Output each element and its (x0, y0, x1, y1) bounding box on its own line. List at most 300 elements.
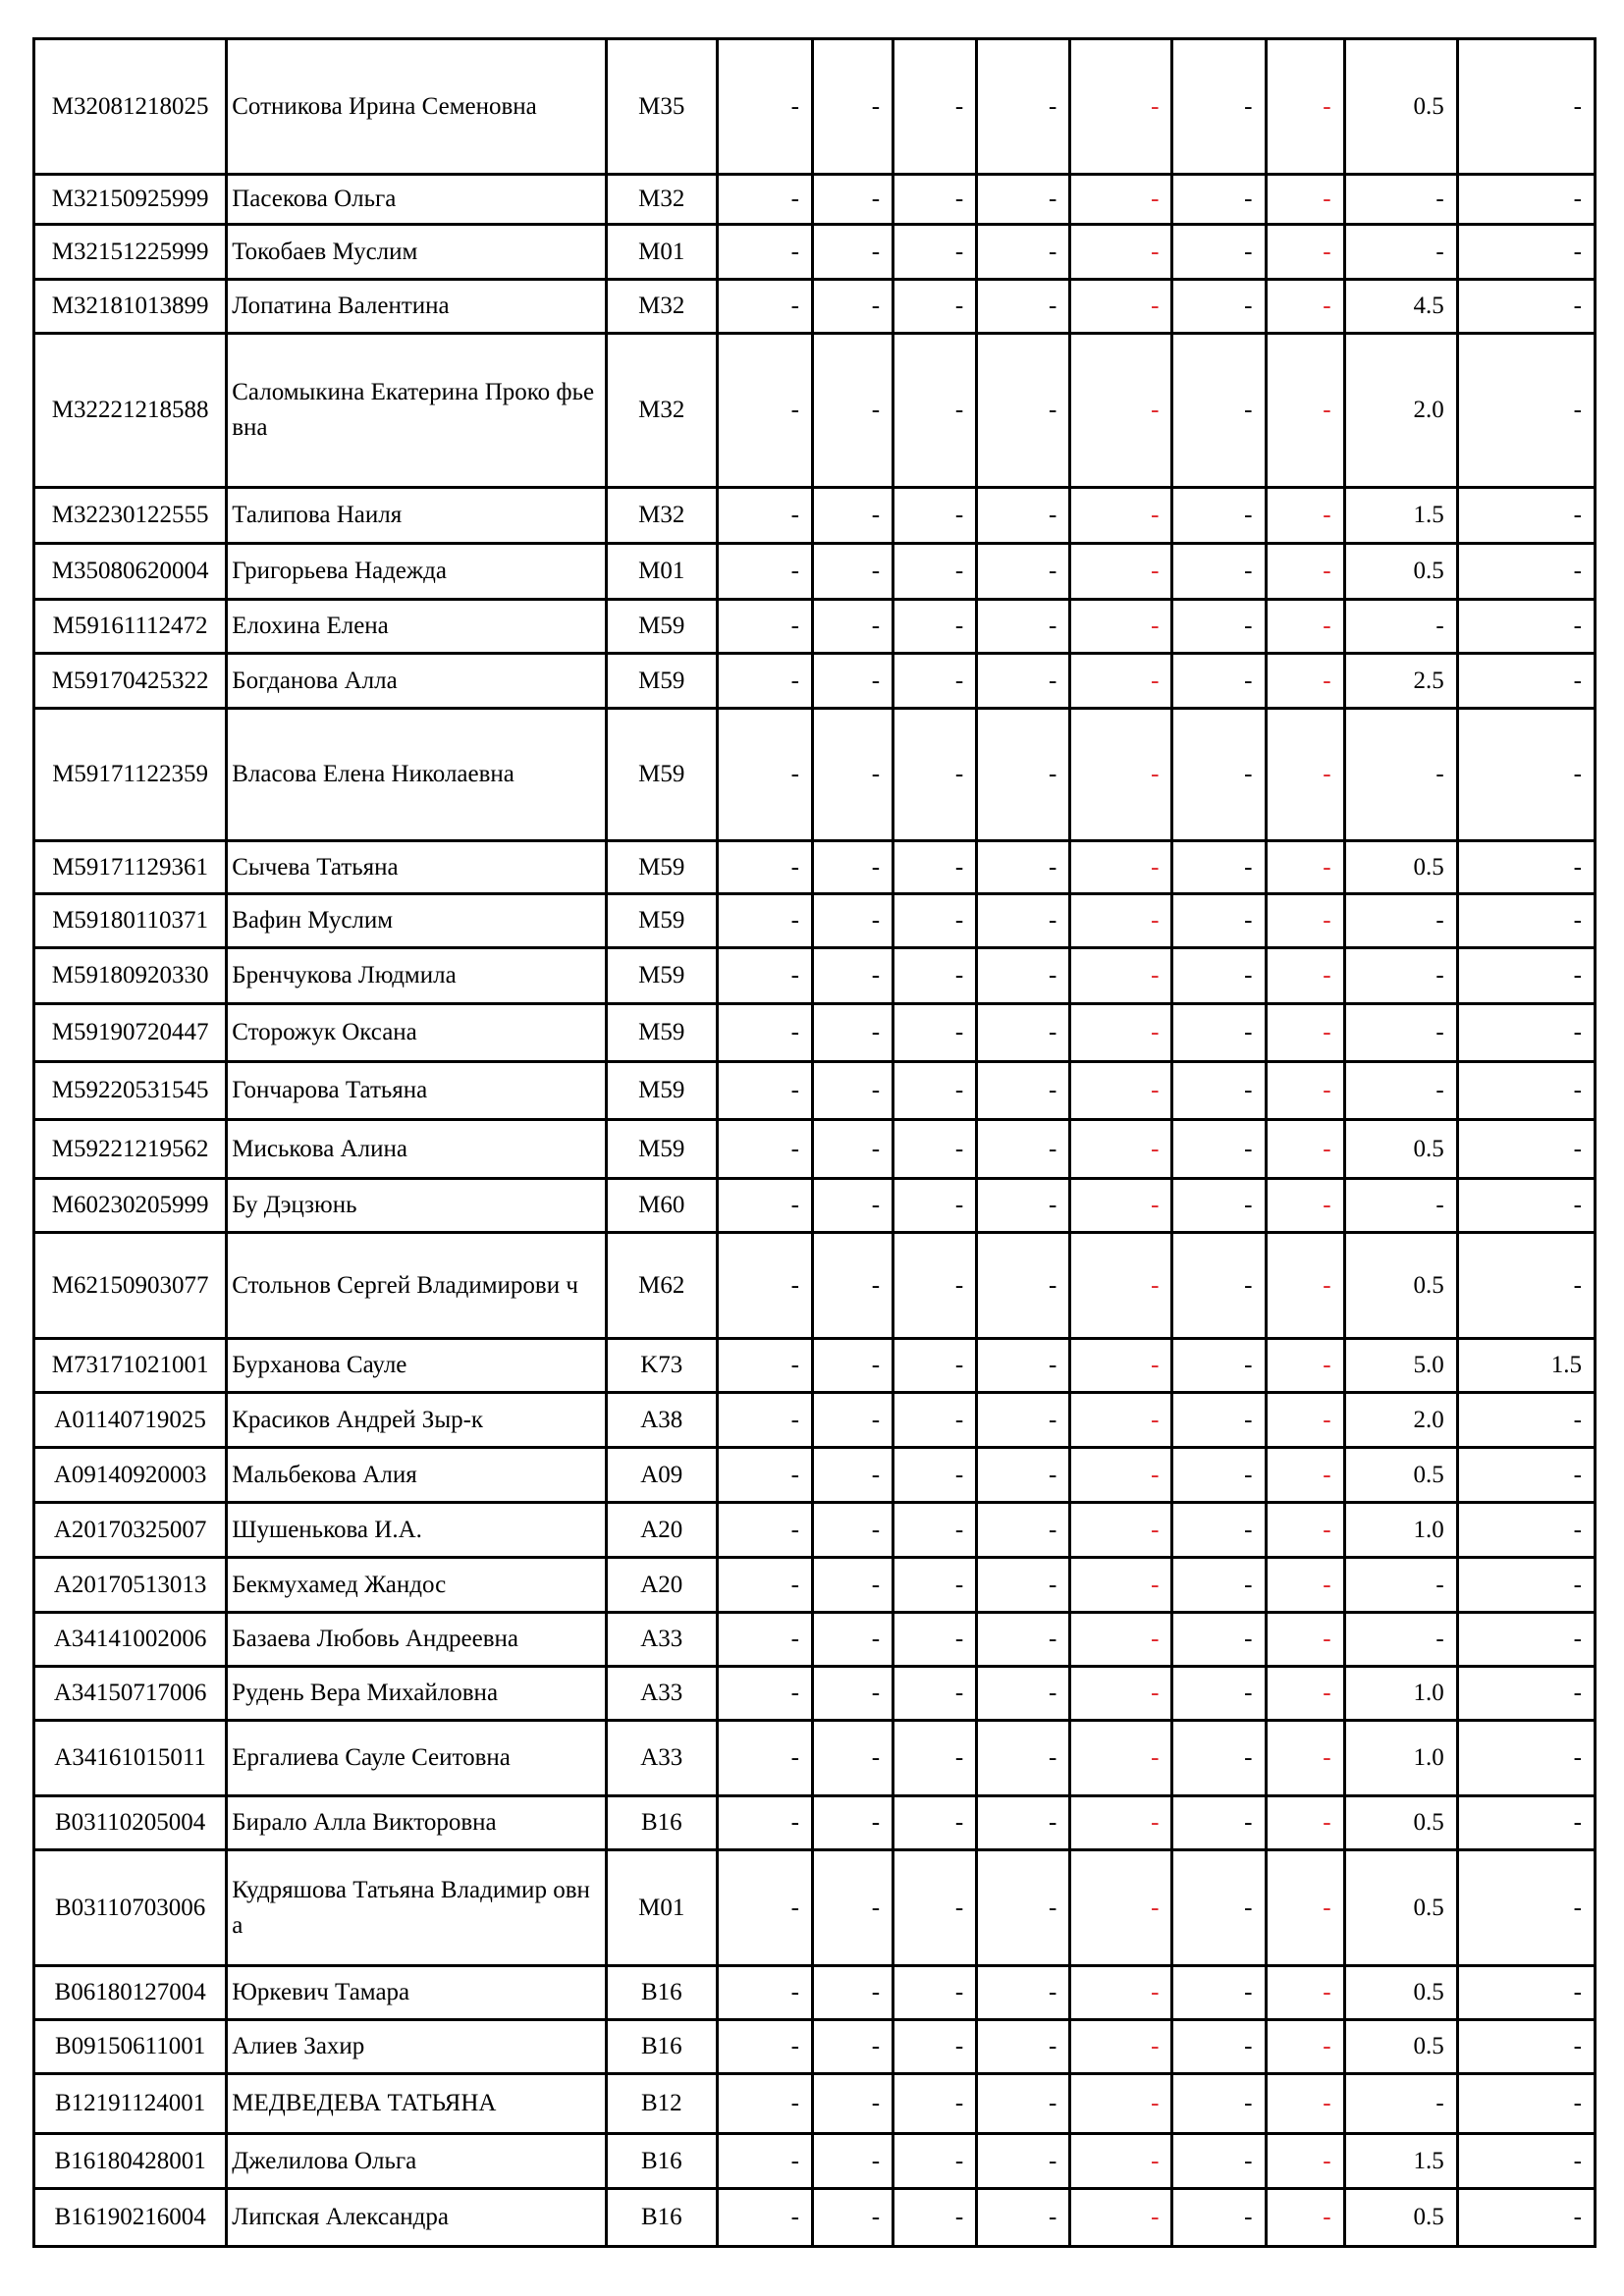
cell-group: A33 (606, 1667, 717, 1721)
cell-value-8: - (1344, 175, 1457, 225)
cell-code: M59220531545 (34, 1062, 227, 1120)
cell-value-4: - (977, 1448, 1070, 1503)
table-row (34, 1558, 1596, 1613)
cell-value-9: - (1457, 600, 1595, 654)
cell-code: M32151225999 (34, 225, 227, 280)
cell-value-2: - (812, 1796, 893, 1850)
cell-group: A33 (606, 1721, 717, 1796)
cell-value-9: 1.5 (1457, 1339, 1595, 1393)
cell-value-1: - (717, 1004, 812, 1062)
cell-value-2: - (812, 1613, 893, 1667)
cell-value-8: 0.5 (1344, 841, 1457, 894)
cell-value-3: - (893, 1004, 977, 1062)
cell-value-1: - (717, 1120, 812, 1179)
cell-value-9: - (1457, 1062, 1595, 1120)
cell-code: M59171122359 (34, 709, 227, 841)
cell-value-6: - (1172, 1448, 1266, 1503)
cell-value-7: - (1266, 1233, 1344, 1339)
cell-value-1: - (717, 544, 812, 600)
cell-value-7: - (1266, 1120, 1344, 1179)
cell-value-7: - (1266, 1448, 1344, 1503)
table-row (34, 1120, 1596, 1179)
cell-value-1: - (717, 1796, 812, 1850)
cell-group: K73 (606, 1339, 717, 1393)
cell-value-7: - (1266, 709, 1344, 841)
cell-value-6: - (1172, 1667, 1266, 1721)
cell-value-6: - (1172, 175, 1266, 225)
cell-value-5: - (1070, 2020, 1172, 2074)
cell-value-7: - (1266, 1721, 1344, 1796)
cell-value-5: - (1070, 1796, 1172, 1850)
cell-value-7: - (1266, 1062, 1344, 1120)
cell-value-2: - (812, 2189, 893, 2247)
cell-value-9: - (1457, 654, 1595, 709)
cell-code: B03110205004 (34, 1796, 227, 1850)
cell-code: M60230205999 (34, 1179, 227, 1233)
cell-value-6: - (1172, 1966, 1266, 2020)
cell-name: Елохина Елена (227, 600, 606, 654)
table-row (34, 1966, 1596, 2020)
cell-value-8: 0.5 (1344, 39, 1457, 175)
cell-value-9: - (1457, 1721, 1595, 1796)
cell-group: B12 (606, 2074, 717, 2134)
cell-value-7: - (1266, 841, 1344, 894)
cell-name: Кудряшова Татьяна Владимир овна (227, 1850, 606, 1966)
table-row (34, 2074, 1596, 2134)
cell-value-8: 0.5 (1344, 1966, 1457, 2020)
cell-value-2: - (812, 841, 893, 894)
cell-value-9: - (1457, 1796, 1595, 1850)
cell-value-7: - (1266, 1179, 1344, 1233)
cell-code: B09150611001 (34, 2020, 227, 2074)
cell-value-8: - (1344, 1062, 1457, 1120)
cell-value-5: - (1070, 225, 1172, 280)
cell-value-3: - (893, 2134, 977, 2189)
cell-group: M59 (606, 600, 717, 654)
cell-group: M32 (606, 488, 717, 544)
cell-value-1: - (717, 654, 812, 709)
cell-value-8: 0.5 (1344, 1120, 1457, 1179)
cell-value-4: - (977, 1339, 1070, 1393)
cell-value-4: - (977, 1393, 1070, 1448)
cell-value-5: - (1070, 1721, 1172, 1796)
cell-value-8: - (1344, 1179, 1457, 1233)
cell-group: M59 (606, 1004, 717, 1062)
cell-value-2: - (812, 1393, 893, 1448)
cell-value-9: - (1457, 39, 1595, 175)
cell-value-5: - (1070, 1062, 1172, 1120)
cell-value-2: - (812, 1233, 893, 1339)
table-row (34, 1004, 1596, 1062)
cell-code: A34141002006 (34, 1613, 227, 1667)
cell-value-9: - (1457, 709, 1595, 841)
cell-value-5: - (1070, 1233, 1172, 1339)
cell-value-7: - (1266, 1393, 1344, 1448)
cell-value-8: - (1344, 894, 1457, 948)
cell-group: B16 (606, 1966, 717, 2020)
cell-value-5: - (1070, 1120, 1172, 1179)
cell-value-2: - (812, 175, 893, 225)
cell-value-4: - (977, 709, 1070, 841)
cell-group: M35 (606, 39, 717, 175)
cell-group: M01 (606, 225, 717, 280)
table-row (34, 841, 1596, 894)
cell-value-6: - (1172, 709, 1266, 841)
cell-value-6: - (1172, 1062, 1266, 1120)
cell-value-8: - (1344, 1004, 1457, 1062)
cell-value-7: - (1266, 1558, 1344, 1613)
cell-value-3: - (893, 1120, 977, 1179)
cell-value-7: - (1266, 1613, 1344, 1667)
cell-code: M32081218025 (34, 39, 227, 175)
cell-value-5: - (1070, 1339, 1172, 1393)
cell-value-6: - (1172, 1339, 1266, 1393)
cell-group: B16 (606, 1796, 717, 1850)
cell-value-7: - (1266, 225, 1344, 280)
cell-name: Джелилова Ольга (227, 2134, 606, 2189)
cell-value-6: - (1172, 2189, 1266, 2247)
cell-group: M01 (606, 544, 717, 600)
cell-value-4: - (977, 1120, 1070, 1179)
cell-value-9: - (1457, 1966, 1595, 2020)
cell-value-6: - (1172, 1613, 1266, 1667)
cell-value-4: - (977, 600, 1070, 654)
cell-value-1: - (717, 2134, 812, 2189)
cell-value-7: - (1266, 2189, 1344, 2247)
cell-value-2: - (812, 1966, 893, 2020)
cell-value-2: - (812, 948, 893, 1004)
cell-code: M59180920330 (34, 948, 227, 1004)
cell-value-7: - (1266, 1966, 1344, 2020)
cell-code: A09140920003 (34, 1448, 227, 1503)
table-row (34, 1233, 1596, 1339)
cell-value-5: - (1070, 654, 1172, 709)
cell-value-4: - (977, 488, 1070, 544)
cell-value-3: - (893, 894, 977, 948)
cell-value-1: - (717, 1179, 812, 1233)
cell-code: B12191124001 (34, 2074, 227, 2134)
cell-value-2: - (812, 2020, 893, 2074)
cell-value-7: - (1266, 2020, 1344, 2074)
cell-group: M32 (606, 280, 717, 334)
cell-value-3: - (893, 1613, 977, 1667)
cell-value-7: - (1266, 1667, 1344, 1721)
cell-value-3: - (893, 1179, 977, 1233)
table-row (34, 175, 1596, 225)
cell-group: M59 (606, 1120, 717, 1179)
cell-group: M60 (606, 1179, 717, 1233)
cell-value-1: - (717, 894, 812, 948)
cell-value-9: - (1457, 280, 1595, 334)
cell-value-5: - (1070, 1613, 1172, 1667)
cell-value-3: - (893, 1448, 977, 1503)
cell-value-2: - (812, 1503, 893, 1558)
cell-value-6: - (1172, 1179, 1266, 1233)
cell-value-9: - (1457, 1850, 1595, 1966)
cell-value-8: 2.0 (1344, 1393, 1457, 1448)
cell-value-1: - (717, 225, 812, 280)
cell-name: Шушенькова И.А. (227, 1503, 606, 1558)
cell-code: A20170513013 (34, 1558, 227, 1613)
table-row (34, 1393, 1596, 1448)
cell-value-8: - (1344, 1558, 1457, 1613)
cell-name: Базаева Любовь Андреевна (227, 1613, 606, 1667)
cell-code: B06180127004 (34, 1966, 227, 2020)
table-row (34, 488, 1596, 544)
cell-value-5: - (1070, 2134, 1172, 2189)
table-row (34, 948, 1596, 1004)
cell-group: M32 (606, 334, 717, 488)
cell-value-7: - (1266, 39, 1344, 175)
cell-value-1: - (717, 1558, 812, 1613)
cell-value-1: - (717, 1062, 812, 1120)
cell-value-1: - (717, 1850, 812, 1966)
cell-code: A34161015011 (34, 1721, 227, 1796)
cell-name: Бу Дэцзюнь (227, 1179, 606, 1233)
cell-value-7: - (1266, 175, 1344, 225)
cell-value-3: - (893, 2020, 977, 2074)
cell-name: Юркевич Тамара (227, 1966, 606, 2020)
cell-name: Бренчукова Людмила (227, 948, 606, 1004)
cell-value-1: - (717, 948, 812, 1004)
cell-value-7: - (1266, 544, 1344, 600)
cell-value-3: - (893, 175, 977, 225)
table-row (34, 2189, 1596, 2247)
cell-value-4: - (977, 1613, 1070, 1667)
cell-code: M59221219562 (34, 1120, 227, 1179)
cell-value-2: - (812, 280, 893, 334)
cell-group: B16 (606, 2134, 717, 2189)
cell-value-6: - (1172, 1393, 1266, 1448)
table-row (34, 1721, 1596, 1796)
cell-value-5: - (1070, 1004, 1172, 1062)
cell-value-2: - (812, 1062, 893, 1120)
cell-value-4: - (977, 334, 1070, 488)
cell-value-4: - (977, 1667, 1070, 1721)
cell-value-2: - (812, 600, 893, 654)
cell-group: A33 (606, 1613, 717, 1667)
cell-value-5: - (1070, 2074, 1172, 2134)
cell-name: МЕДВЕДЕВА ТАТЬЯНА (227, 2074, 606, 2134)
cell-value-1: - (717, 2074, 812, 2134)
cell-value-5: - (1070, 544, 1172, 600)
cell-group: M62 (606, 1233, 717, 1339)
cell-value-4: - (977, 894, 1070, 948)
cell-value-4: - (977, 225, 1070, 280)
cell-value-5: - (1070, 600, 1172, 654)
cell-code: M32221218588 (34, 334, 227, 488)
cell-value-5: - (1070, 1179, 1172, 1233)
cell-value-6: - (1172, 280, 1266, 334)
table-row (34, 1179, 1596, 1233)
cell-value-1: - (717, 1613, 812, 1667)
cell-value-1: - (717, 709, 812, 841)
cell-value-8: 1.0 (1344, 1721, 1457, 1796)
cell-name: Мальбекова Алия (227, 1448, 606, 1503)
cell-value-4: - (977, 1850, 1070, 1966)
cell-value-7: - (1266, 280, 1344, 334)
cell-group: A20 (606, 1558, 717, 1613)
cell-value-9: - (1457, 175, 1595, 225)
cell-value-7: - (1266, 1503, 1344, 1558)
cell-value-8: 1.5 (1344, 2134, 1457, 2189)
cell-value-8: - (1344, 600, 1457, 654)
cell-value-8: 0.5 (1344, 1233, 1457, 1339)
cell-value-3: - (893, 841, 977, 894)
cell-value-1: - (717, 2189, 812, 2247)
cell-value-1: - (717, 175, 812, 225)
cell-value-2: - (812, 225, 893, 280)
cell-name: Пасекова Ольга (227, 175, 606, 225)
cell-value-9: - (1457, 894, 1595, 948)
cell-value-7: - (1266, 948, 1344, 1004)
cell-value-1: - (717, 2020, 812, 2074)
cell-value-4: - (977, 1179, 1070, 1233)
cell-value-8: - (1344, 709, 1457, 841)
table-row (34, 1613, 1596, 1667)
cell-value-6: - (1172, 39, 1266, 175)
cell-value-9: - (1457, 225, 1595, 280)
cell-value-9: - (1457, 488, 1595, 544)
cell-value-8: 1.0 (1344, 1503, 1457, 1558)
cell-value-3: - (893, 709, 977, 841)
cell-value-9: - (1457, 1120, 1595, 1179)
cell-name: Ергалиева Сауле Сеитовна (227, 1721, 606, 1796)
cell-value-8: 1.0 (1344, 1667, 1457, 1721)
cell-value-4: - (977, 1558, 1070, 1613)
cell-value-3: - (893, 948, 977, 1004)
cell-name: Алиев Захир (227, 2020, 606, 2074)
cell-code: M32181013899 (34, 280, 227, 334)
cell-value-1: - (717, 1503, 812, 1558)
cell-value-8: 5.0 (1344, 1339, 1457, 1393)
table-row (34, 1062, 1596, 1120)
cell-value-4: - (977, 2074, 1070, 2134)
cell-value-2: - (812, 1850, 893, 1966)
cell-value-8: 1.5 (1344, 488, 1457, 544)
cell-value-1: - (717, 600, 812, 654)
table-row (34, 39, 1596, 175)
table-row (34, 1503, 1596, 1558)
cell-value-5: - (1070, 1966, 1172, 2020)
cell-name: Григорьева Надежда (227, 544, 606, 600)
cell-value-9: - (1457, 2134, 1595, 2189)
cell-value-9: - (1457, 2020, 1595, 2074)
cell-code: M73171021001 (34, 1339, 227, 1393)
cell-value-8: 0.5 (1344, 2020, 1457, 2074)
cell-value-6: - (1172, 600, 1266, 654)
table-row (34, 600, 1596, 654)
cell-value-2: - (812, 1667, 893, 1721)
cell-value-4: - (977, 280, 1070, 334)
cell-name: Рудень Вера Михайловна (227, 1667, 606, 1721)
cell-value-1: - (717, 841, 812, 894)
cell-value-8: - (1344, 948, 1457, 1004)
cell-value-2: - (812, 709, 893, 841)
table-row (34, 1448, 1596, 1503)
cell-value-1: - (717, 1966, 812, 2020)
cell-value-2: - (812, 2134, 893, 2189)
cell-code: M32150925999 (34, 175, 227, 225)
cell-value-9: - (1457, 948, 1595, 1004)
cell-name: Сторожук Оксана (227, 1004, 606, 1062)
cell-group: A20 (606, 1503, 717, 1558)
cell-name: Лопатина Валентина (227, 280, 606, 334)
cell-value-1: - (717, 39, 812, 175)
cell-value-7: - (1266, 600, 1344, 654)
cell-value-2: - (812, 2074, 893, 2134)
cell-value-5: - (1070, 1558, 1172, 1613)
cell-value-7: - (1266, 894, 1344, 948)
cell-value-8: - (1344, 1613, 1457, 1667)
cell-value-9: - (1457, 1179, 1595, 1233)
cell-value-1: - (717, 1448, 812, 1503)
cell-value-1: - (717, 1667, 812, 1721)
cell-value-3: - (893, 654, 977, 709)
cell-value-1: - (717, 280, 812, 334)
cell-value-6: - (1172, 225, 1266, 280)
cell-value-3: - (893, 1558, 977, 1613)
cell-value-2: - (812, 654, 893, 709)
cell-value-6: - (1172, 334, 1266, 488)
cell-value-6: - (1172, 1503, 1266, 1558)
cell-value-9: - (1457, 1613, 1595, 1667)
cell-value-4: - (977, 2189, 1070, 2247)
cell-value-9: - (1457, 1393, 1595, 1448)
cell-code: M59171129361 (34, 841, 227, 894)
table-row (34, 1796, 1596, 1850)
cell-value-4: - (977, 1721, 1070, 1796)
cell-value-1: - (717, 1233, 812, 1339)
cell-value-5: - (1070, 1448, 1172, 1503)
cell-value-8: - (1344, 225, 1457, 280)
cell-value-7: - (1266, 654, 1344, 709)
cell-code: M59170425322 (34, 654, 227, 709)
cell-value-5: - (1070, 894, 1172, 948)
cell-group: M59 (606, 654, 717, 709)
cell-value-2: - (812, 39, 893, 175)
cell-value-6: - (1172, 1721, 1266, 1796)
cell-value-3: - (893, 1667, 977, 1721)
cell-code: B16180428001 (34, 2134, 227, 2189)
cell-value-5: - (1070, 1667, 1172, 1721)
cell-value-8: 0.5 (1344, 1850, 1457, 1966)
cell-value-6: - (1172, 2020, 1266, 2074)
cell-value-4: - (977, 175, 1070, 225)
cell-value-4: - (977, 1233, 1070, 1339)
cell-name: Бурханова Сауле (227, 1339, 606, 1393)
cell-value-8: 2.5 (1344, 654, 1457, 709)
cell-value-3: - (893, 1850, 977, 1966)
cell-value-9: - (1457, 2074, 1595, 2134)
cell-value-1: - (717, 1339, 812, 1393)
cell-value-9: - (1457, 2189, 1595, 2247)
cell-value-5: - (1070, 488, 1172, 544)
table-row (34, 280, 1596, 334)
cell-code: M59161112472 (34, 600, 227, 654)
cell-value-9: - (1457, 1233, 1595, 1339)
cell-value-4: - (977, 654, 1070, 709)
cell-value-2: - (812, 544, 893, 600)
cell-value-2: - (812, 1004, 893, 1062)
cell-value-4: - (977, 1004, 1070, 1062)
cell-name: Гончарова Татьяна (227, 1062, 606, 1120)
cell-group: M59 (606, 841, 717, 894)
cell-value-8: - (1344, 2074, 1457, 2134)
cell-value-3: - (893, 225, 977, 280)
cell-value-8: 0.5 (1344, 2189, 1457, 2247)
cell-group: M59 (606, 1062, 717, 1120)
